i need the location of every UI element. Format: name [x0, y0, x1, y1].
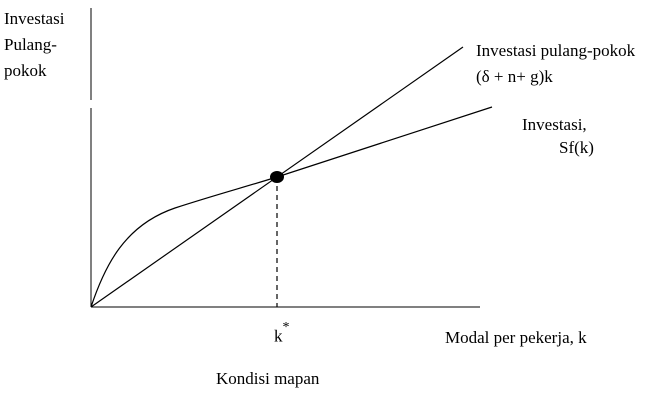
y-axis-label-line1: Investasi [4, 9, 65, 28]
actual-investment-curve [91, 107, 492, 307]
steady-state-star: * [282, 320, 290, 335]
y-axis-label-line2: Pulang- [4, 35, 57, 54]
investment-label-line2: Sf(k) [559, 138, 594, 157]
diagram-caption: Kondisi mapan [216, 369, 320, 388]
steady-state-k: k [274, 326, 283, 346]
x-axis-label: Modal per pekerja, k [445, 328, 587, 347]
break-even-label-line2: (δ + n+ g)k [476, 67, 553, 86]
investment-label-line1: Investasi, [522, 115, 587, 134]
steady-state-capital-label [274, 321, 290, 348]
steady-state-point [270, 171, 284, 183]
break-even-label-line1: Investasi pulang-pokok [476, 41, 636, 60]
y-axis-label-line3: pokok [4, 61, 47, 80]
